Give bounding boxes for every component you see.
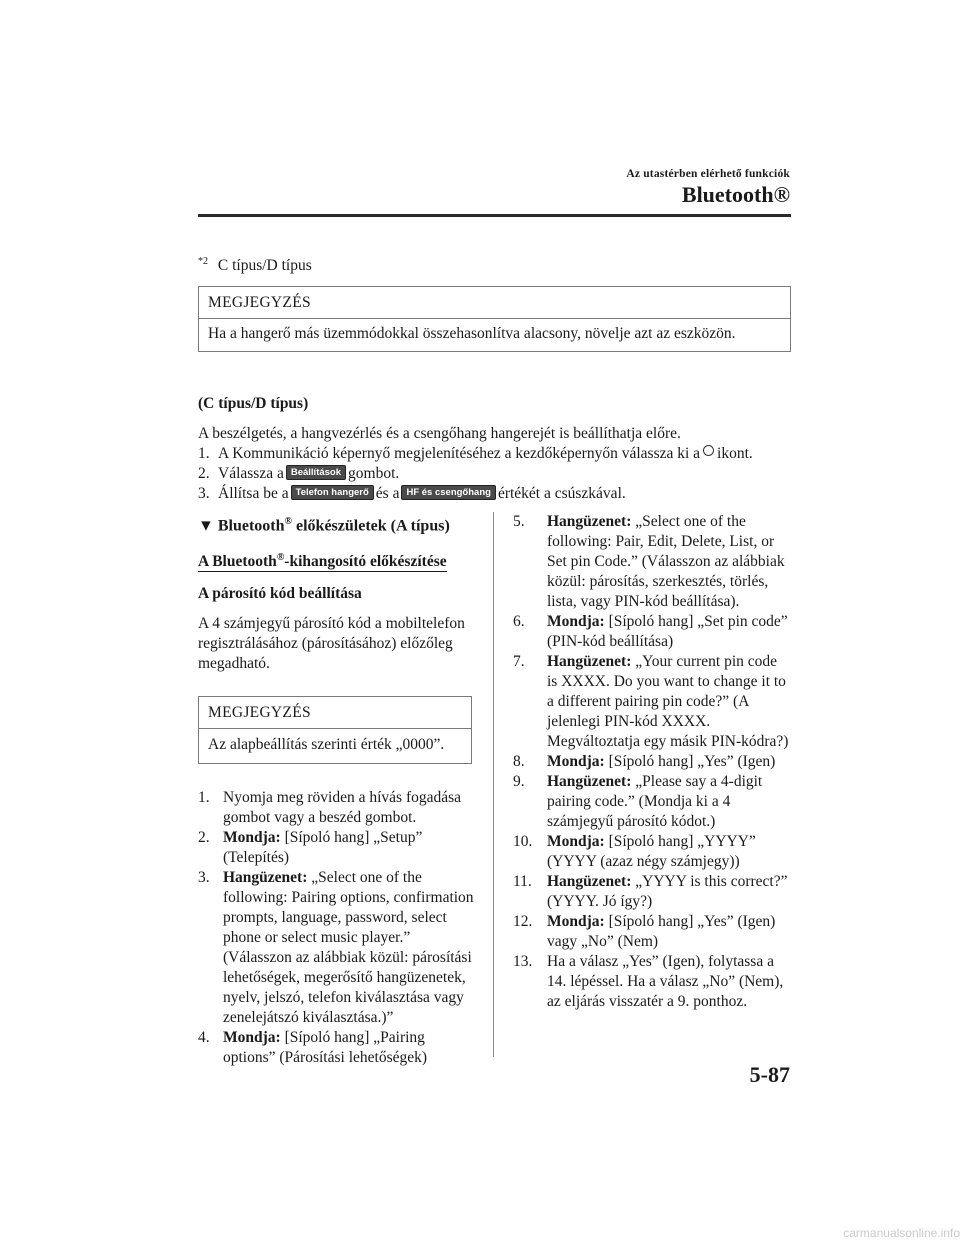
c-step-3 bbox=[198, 484, 790, 504]
step-keyword: Mondja: bbox=[547, 913, 605, 930]
note-heading: MEGJEGYZÉS bbox=[199, 697, 471, 729]
step-number: 6. bbox=[513, 613, 525, 630]
subsection-heading-text: -kihangosító előkészítése bbox=[284, 553, 447, 571]
step-keyword: Mondja: bbox=[223, 829, 281, 847]
step-number: 12. bbox=[513, 913, 533, 930]
step-text: „Select one of the following: Pairing options, confirmation prompts, language, password, select phone or select music player.” (Válasszon az alábbiak közül: párosítási lehetőségek, megerősítő hangüzenetek, nyelv, jelszó, telefon kiválasztása vagy zenelejátszó kiválasztása.)” bbox=[223, 869, 474, 1027]
steps-list-left bbox=[198, 788, 474, 1068]
footnote-text: C típus/D típus bbox=[217, 257, 312, 275]
step-item bbox=[513, 832, 790, 872]
registered-mark: ® bbox=[276, 552, 285, 564]
step-number: 9. bbox=[513, 773, 525, 790]
note-heading: MEGJEGYZÉS bbox=[199, 287, 790, 319]
step-text: gombot. bbox=[348, 465, 400, 482]
watermark: carmanualsonline.info bbox=[843, 1226, 960, 1240]
left-column bbox=[198, 512, 474, 1068]
step-text: értékét a csúszkával. bbox=[497, 485, 626, 502]
step-number: 13. bbox=[513, 953, 533, 970]
c-type-intro: A beszélgetés, a hangvezérlés és a csengőhang hangerejét is beállíthatja előre. bbox=[198, 425, 681, 442]
note-text: Az alapbeállítás szerinti érték „0000”. bbox=[208, 736, 445, 754]
step-item bbox=[513, 872, 790, 912]
note-box-2 bbox=[198, 696, 472, 764]
step-keyword: Hangüzenet: bbox=[223, 869, 308, 887]
step-text: [Sípoló hang] „YYYY” (YYYY (azaz négy számjegy)) bbox=[547, 833, 756, 870]
step-number: 3. bbox=[198, 485, 210, 502]
step-text: [Sípoló hang] „Yes” (Igen) bbox=[604, 753, 776, 770]
column-divider bbox=[493, 512, 494, 1057]
step-keyword: Hangüzenet: bbox=[547, 773, 632, 790]
header-rule bbox=[198, 214, 791, 217]
c-type-heading: (C típus/D típus) bbox=[198, 395, 309, 412]
footnote-mark: *2 bbox=[198, 256, 208, 267]
step-text: „YYYY is this correct?” (YYYY. Jó így?) bbox=[547, 873, 788, 910]
step-number: 1. bbox=[198, 789, 210, 807]
step-item bbox=[513, 512, 790, 612]
c-type-section bbox=[198, 394, 790, 504]
step-text: Válassza a bbox=[218, 465, 284, 482]
subsection-heading-underline bbox=[198, 553, 447, 572]
settings-button: Beállítások bbox=[286, 465, 346, 480]
step-text: „Your current pin code is XXXX. Do you want to change it to a different pairing pin code?” (A jelenlegi PIN-kód XXXX. Megváltoztatja egy másik PIN-kódra?) bbox=[547, 653, 789, 750]
section-subtitle: Az utastérben elérhető funkciók bbox=[626, 168, 790, 180]
step-number: 4. bbox=[198, 1029, 210, 1047]
step-item bbox=[513, 952, 790, 1012]
step-number: 7. bbox=[513, 653, 525, 670]
step-text: Állítsa be a bbox=[218, 485, 289, 502]
step-text: [Sípoló hang] „Set pin code” (PIN-kód beállítása) bbox=[547, 613, 788, 650]
note-box bbox=[198, 286, 791, 352]
step-text: és a bbox=[375, 485, 400, 502]
step-number: 2. bbox=[198, 465, 210, 482]
step-text: Ha a válasz „Yes” (Igen), folytassa a 14. lépéssel. Ha a válasz „No” (Nem), az eljárás visszatér a 9. ponthoz. bbox=[547, 953, 784, 1010]
step-keyword: Mondja: bbox=[547, 613, 605, 630]
step-item bbox=[513, 612, 790, 652]
step-number: 5. bbox=[513, 513, 525, 530]
step-keyword: Hangüzenet: bbox=[547, 873, 632, 890]
subsection-heading-text: A Bluetooth bbox=[198, 553, 277, 571]
phone-volume-button: Telefon hangerő bbox=[291, 485, 374, 500]
step-number: 10. bbox=[513, 833, 533, 850]
step-text: „Please say a 4-digit pairing code.” (Mondja ki a 4 számjegyű párosító kódot.) bbox=[547, 773, 763, 830]
step-number: 11. bbox=[513, 873, 532, 890]
c-step-2 bbox=[198, 464, 790, 484]
step-item bbox=[513, 912, 790, 952]
subsection-heading bbox=[198, 548, 474, 572]
step-item bbox=[513, 752, 790, 772]
step-text: [Sípoló hang] „Yes” (Igen) vagy „No” (Nem) bbox=[547, 913, 776, 950]
right-column bbox=[513, 512, 790, 1012]
step-number: 3. bbox=[198, 869, 210, 887]
section-title: Bluetooth® bbox=[681, 182, 790, 207]
step-item bbox=[513, 652, 790, 752]
step-keyword: Mondja: bbox=[547, 753, 605, 770]
step-keyword: Hangüzenet: bbox=[547, 653, 632, 670]
c-step-1 bbox=[198, 444, 790, 464]
step-keyword: Mondja: bbox=[547, 833, 605, 850]
step-item bbox=[198, 828, 474, 868]
registered-mark: ® bbox=[284, 516, 292, 527]
page-number: 5-87 bbox=[749, 1062, 790, 1087]
step-text: A Kommunikáció képernyő megjelenítéséhez a kezdőképernyőn válassza ki a bbox=[218, 445, 701, 462]
body-paragraph: A 4 számjegyű párosító kód a mobiltelefon regisztrálásához (párosításához) előzőleg megadható. bbox=[198, 615, 465, 673]
step-keyword: Hangüzenet: bbox=[547, 513, 632, 530]
step-item bbox=[198, 788, 474, 828]
section-heading-text: Bluetooth bbox=[217, 517, 285, 535]
note-text: Ha a hangerő más üzemmódokkal összehasonlítva alacsony, növelje azt az eszközön. bbox=[208, 325, 736, 342]
step-keyword: Mondja: bbox=[223, 1029, 281, 1047]
communication-icon bbox=[703, 445, 714, 456]
section-arrow-icon: ▼ bbox=[198, 517, 214, 535]
step-number: 8. bbox=[513, 753, 525, 770]
step-text: [Sípoló hang] „Setup” (Telepítés) bbox=[223, 829, 423, 867]
footnote bbox=[198, 252, 312, 276]
section-heading-text: előkészületek (A típus) bbox=[292, 517, 450, 535]
step-number: 1. bbox=[198, 445, 210, 462]
step-item bbox=[198, 868, 474, 1028]
section-heading bbox=[198, 512, 474, 536]
step-item bbox=[513, 772, 790, 832]
step-text: ikont. bbox=[717, 445, 753, 462]
step-text: Nyomja meg röviden a hívás fogadása gombot vagy a beszéd gombot. bbox=[223, 789, 462, 827]
hf-ringtone-button: HF és csengőhang bbox=[401, 485, 495, 500]
step-text: [Sípoló hang] „Pairing options” (Párosítási lehetőségek) bbox=[223, 1029, 428, 1067]
subsubsection-heading: A párosító kód beállítása bbox=[198, 585, 362, 603]
step-item bbox=[198, 1028, 474, 1068]
step-number: 2. bbox=[198, 829, 210, 847]
step-text: „Select one of the following: Pair, Edit, Delete, List, or Set pin Code.” (Válasszon az alábbiak közül: párosítás, szerkesztés, törlés, lista, vagy PIN-kód beállítása). bbox=[547, 513, 785, 610]
